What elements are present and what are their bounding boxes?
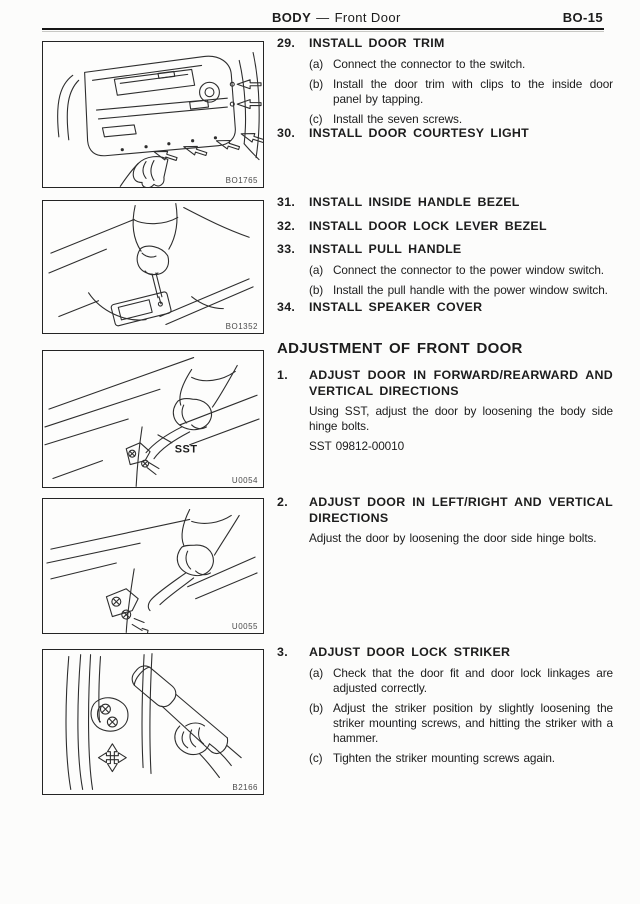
adjust-item-1 (277, 368, 613, 454)
section-title: ADJUSTMENT OF FRONT DOOR (277, 340, 523, 357)
step-title: INSTALL PULL HANDLE (309, 242, 462, 256)
page-number: BO-15 (562, 10, 603, 25)
item-number: 2. (277, 495, 288, 509)
step-number: 31. (277, 195, 296, 209)
step-number: 32. (277, 219, 296, 233)
adjust-item-3 (277, 645, 613, 766)
header-separator: — (316, 10, 330, 25)
substep-text: Install the seven screws. (333, 111, 463, 126)
courtesy-light-illustration-icon (43, 201, 263, 333)
sst-callout-label: SST (174, 443, 198, 456)
striker-hammer-illustration-icon (43, 650, 263, 794)
step-32 (277, 219, 613, 235)
item-title: ADJUST DOOR LOCK STRIKER (309, 645, 511, 659)
step-31 (277, 195, 613, 211)
door-hinge-illustration-icon (43, 499, 263, 633)
step-number: 34. (277, 300, 296, 314)
substep-text: Install the pull handle with the power window switch. (333, 282, 608, 297)
step-title: INSTALL DOOR COURTESY LIGHT (309, 126, 530, 140)
step-33 (277, 242, 613, 298)
sst-spec: SST 09812-00010 (309, 439, 405, 453)
header-section-label: BODY (272, 10, 312, 25)
substep-letter: (b) (309, 76, 324, 91)
step-number: 33. (277, 242, 296, 256)
step-title: INSTALL SPEAKER COVER (309, 300, 483, 314)
step-title: INSTALL INSIDE HANDLE BEZEL (309, 195, 520, 209)
substep-text: Connect the connector to the power window switch. (333, 262, 604, 277)
item-title: ADJUST DOOR IN LEFT/RIGHT AND VERTICAL DIRECTIONS (309, 495, 613, 525)
substep-letter: (c) (309, 750, 323, 765)
item-title: ADJUST DOOR IN FORWARD/REARWARD AND VERTICAL DIRECTIONS (309, 368, 613, 398)
header-rule (42, 28, 604, 32)
substep-text: Adjust the striker position by slightly loosening the striker mounting screws, and hitting the striker with a hammer. (333, 700, 613, 745)
step-title: INSTALL DOOR LOCK LEVER BEZEL (309, 219, 547, 233)
figure-box-striker-hammer (42, 649, 264, 795)
figure-code: B2166 (232, 783, 258, 792)
adjust-item-2 (277, 495, 613, 546)
sst-hinge-illustration-icon (43, 351, 263, 487)
figure-box-door-side-hinge (42, 498, 264, 634)
page-header (272, 10, 401, 25)
item-number: 3. (277, 645, 288, 659)
substep-text: Check that the door fit and door lock linkages are adjusted correctly. (333, 665, 613, 695)
substep-letter: (a) (309, 262, 324, 277)
substep-letter: (b) (309, 700, 324, 715)
substep-letter: (b) (309, 282, 324, 297)
substep-letter: (a) (309, 665, 324, 680)
step-34 (277, 300, 613, 316)
figure-code: BO1765 (225, 176, 258, 185)
step-number: 30. (277, 126, 296, 140)
item-number: 1. (277, 368, 288, 382)
substep-text: Tighten the striker mounting screws again. (333, 750, 555, 765)
figure-code: U0055 (231, 622, 258, 631)
substep-text: Install the door trim with clips to the inside door panel by tapping. (333, 76, 613, 106)
step-title: INSTALL DOOR TRIM (309, 36, 445, 50)
figure-code: BO1352 (225, 322, 258, 331)
substep-letter: (c) (309, 111, 323, 126)
door-trim-illustration-icon (43, 42, 263, 187)
header-subsection-label: Front Door (334, 10, 401, 25)
figure-box-sst-hinge (42, 350, 264, 488)
item-body: Using SST, adjust the door by loosening the body side hinge bolts. (309, 404, 613, 433)
substep-text: Connect the connector to the switch. (333, 56, 526, 71)
figure-box-courtesy-light (42, 200, 264, 334)
substep-letter: (a) (309, 56, 324, 71)
step-30 (277, 126, 613, 142)
step-29 (277, 36, 613, 127)
step-number: 29. (277, 36, 296, 50)
item-body: Adjust the door by loosening the door side hinge bolts. (309, 531, 597, 545)
figure-box-door-trim (42, 41, 264, 188)
figure-code: U0054 (231, 476, 258, 485)
